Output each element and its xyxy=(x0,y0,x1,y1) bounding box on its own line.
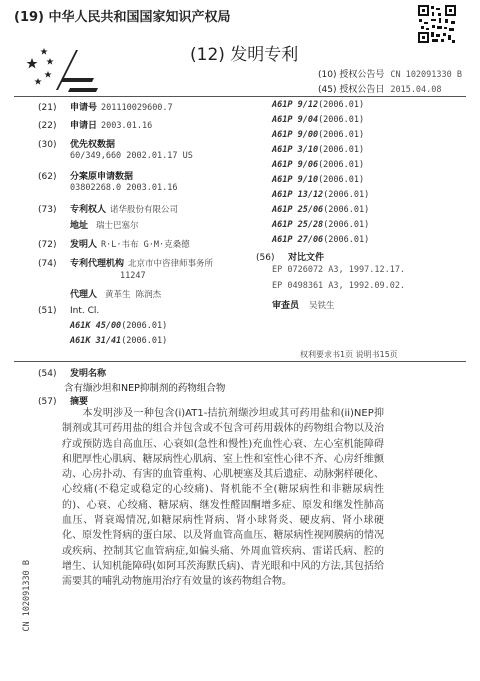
priority-value: 60/349,660 2002.01.17 US xyxy=(70,151,193,161)
bib-divider xyxy=(14,361,466,362)
publication-date-row xyxy=(318,82,442,95)
agency-code: 11247 xyxy=(120,271,146,281)
citation-1: EP 0498361 A3, 1992.09.02. xyxy=(272,281,406,291)
priority-label: (30) 优先权数据 xyxy=(38,140,116,150)
divisional-value: 03802268.0 2003.01.16 xyxy=(70,183,178,193)
ipc-right-4: A61P 9/06(2006.01) xyxy=(272,160,365,170)
ipc-right-1: A61P 9/04(2006.01) xyxy=(272,115,365,125)
abstract-label: (57) 摘要 xyxy=(38,397,89,407)
publication-date: 2015.04.08 xyxy=(390,85,442,95)
invention-title: 含有缬沙坦和NEP抑制剂的药物组合物 xyxy=(64,383,226,394)
publication-date-label: (45) 授权公告日 xyxy=(318,85,385,95)
ipc-left-1: A61K 31/41(2006.01) xyxy=(70,336,168,346)
int-cl-label: (51) Int. Cl. xyxy=(38,306,100,316)
ipc-right-7: A61P 25/06(2006.01) xyxy=(272,205,370,215)
publication-number-label: (10) 授权公告号 xyxy=(318,70,385,80)
page-count-info: 权利要求书1页 说明书15页 xyxy=(300,350,398,359)
inventors-field: (72) 发明人 R·L·韦布 G·M·克桑德 xyxy=(38,240,190,250)
qr-code-icon xyxy=(417,4,457,44)
office-title: (19) 中华人民共和国国家知识产权局 xyxy=(14,10,231,25)
ipc-right-5: A61P 9/10(2006.01) xyxy=(272,175,365,185)
ipc-right-3: A61P 3/10(2006.01) xyxy=(272,145,365,155)
address-field: 地址 瑞士巴塞尔 xyxy=(70,221,139,231)
side-publication-number: CN 102091330 B xyxy=(22,560,32,632)
publication-number: CN 102091330 B xyxy=(390,70,462,80)
ipc-right-2: A61P 9/00(2006.01) xyxy=(272,130,365,140)
application-number-field: (21) 申请号 201110029600.7 xyxy=(38,103,173,113)
ipc-right-9: A61P 27/06(2006.01) xyxy=(272,235,370,245)
agency-field: (74) 专利代理机构 北京市中咨律师事务所 xyxy=(38,259,214,269)
citations-label: (56) 对比文件 xyxy=(256,253,325,263)
citation-0: EP 0726072 A3, 1997.12.17. xyxy=(272,265,406,275)
ipc-right-6: A61P 13/12(2006.01) xyxy=(272,190,370,200)
title-label: (54) 发明名称 xyxy=(38,369,107,379)
header-divider xyxy=(14,96,466,97)
divisional-label: (62) 分案原申请数据 xyxy=(38,172,134,182)
ipc-right-0: A61P 9/12(2006.01) xyxy=(272,100,365,110)
patentee-field: (73) 专利权人 诺华股份有限公司 xyxy=(38,205,179,215)
ipc-left-0: A61K 45/00(2006.01) xyxy=(70,321,168,331)
patent-office-logo-icon xyxy=(24,44,100,94)
agent-field: 代理人 黄革生 陈润杰 xyxy=(70,290,162,300)
document-type: (12) 发明专利 xyxy=(190,45,299,65)
publication-number-row xyxy=(318,67,462,80)
abstract-text: 本发明涉及一种包含(i)AT1-拮抗剂缬沙坦或其可药用盐和(ii)NEP抑制剂或其可药用盐的组合并包含或不包含可药用载体的药物组合物以及治疗或预防选自高血压、心衰如(急性和慢性)充血性心衰、左心室机能障碍和肥厚性心肌病、糖尿病性心肌病、室上性和室性心律不齐、心房纤维颤动、心房扑动、有害的血管重构、心肌梗塞及其后遗症、动脉粥样硬化、心绞痛(不稳定或稳定的心绞痛)、肾机能不全(糖尿病性和非糖尿病性的)、心衰、心绞痛、糖尿病、继发性醛固酮增多症、原发和继发性肺高血压、肾衰竭情况,如糖尿病性肾病、肾小球肾炎、硬皮病、肾小球硬化、原发性肾病的蛋白尿、以及肾血管高血压、糖尿病性视网膜病的情况或疾病、控制其它血管病症,如偏头痛、外周血管疾病、雷诺氏病、腔的增生、认知机能障碍(如阿耳茨海默氏病)、青光眼和中风的方法,其包括给需要其的哺乳动物施用治疗有效量的该药物组合物。 xyxy=(62,408,384,588)
ipc-right-8: A61P 25/28(2006.01) xyxy=(272,220,370,230)
filing-date-field: (22) 申请日 2003.01.16 xyxy=(38,121,153,131)
examiner-field: 审查员 吴铁生 xyxy=(272,301,335,311)
